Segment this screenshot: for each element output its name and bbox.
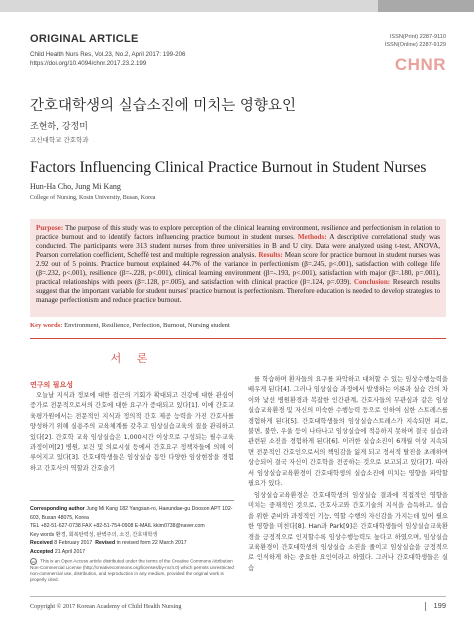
license-notice xyxy=(30,558,234,584)
intro-heading: 서 론 xyxy=(110,352,154,365)
abstract-methods: A descriptive correlational study was conducted. The participants were 313 student nurses from three universities in B and U city. Data were analyzed using t-test, ANOVA, Pearson correlation coefficient, Scheffé test and multiple regression analysis. xyxy=(36,233,440,260)
issn-print: ISSN(Print) 2287-9110 xyxy=(389,34,446,40)
korean-keywords: Key words 환경, 회복탄력성, 완벽주의, 소진, 간호대학생 xyxy=(30,531,158,538)
journal-citation-text: Child Health Nurs Res, Vol.23, No.2, April 2017: 199-206 xyxy=(30,51,186,58)
body-column-right xyxy=(248,375,448,587)
section-divider xyxy=(30,338,446,339)
license-text: This is an Open Access article distributed under the terms of the Creative Commons Attribution Non-Commercial License (http://creativecommons.org/licenses/by-nc/4.0) which permits unrestricted non-commercial use, distribution, and reproduction in any medium, provided the original work is properly cited. xyxy=(30,558,234,583)
accepted-label: Accepted xyxy=(30,548,54,555)
received-date xyxy=(30,539,234,548)
keywords-label: Key words: xyxy=(30,322,63,329)
journal-logo: CHNR xyxy=(394,55,446,74)
journal-citation xyxy=(30,50,185,68)
korean-title: 간호대학생의 실습소진에 미치는 영향요인 xyxy=(30,98,296,114)
correspondence-divider xyxy=(30,500,234,501)
intro-subheading: 연구의 필요성 xyxy=(30,381,74,389)
top-band-accent xyxy=(378,0,474,12)
abstract-results-label: Results: xyxy=(258,251,283,260)
english-title: Factors Influencing Clinical Practice Burnout in Student Nurses xyxy=(30,159,427,176)
korean-authors: 조현하, 강정미 xyxy=(30,122,88,132)
abstract-conclusion: Research results suggest that the important variable for student nurses' practice burnout is perfectionism. Therefore education is needed to develop strategies to manage perfectionism and reduce practice burnout. xyxy=(36,278,440,305)
footer-separator xyxy=(425,602,426,611)
abstract-purpose-label: Purpose: xyxy=(36,224,64,232)
body-paragraph: 임상실습교육환경은 간호대학생의 임상실습 결과에 직접적인 영향을 미치는 중재적인 것으로, 간호사고와 간호기술의 지식을 습득하고, 실습을 위한 준비와 과정적인 기능, 역할 수행의 자신감을 가지는데 있어 필요한 영향을 미친다[8]. Han과 Park[9]은 간호대학생들이 임상실습교육환경을 긍정적으로 인지할수록 임상수행능력도 높다고 하였으며, 임상실습교육환경이 간호대학생의 임상실습 소진을 줄이고 임상실습을 긍정적으로 인식하게 하는 중요한 요인이라고 하였다. 그러나 간호대학생들은 실습 xyxy=(248,491,448,572)
keywords xyxy=(30,322,446,329)
abstract-conclusion-label: Conclusion: xyxy=(353,278,391,287)
issn-online: ISSN(Online) 2287-9129 xyxy=(384,42,446,48)
page-number-block xyxy=(425,601,446,611)
keywords-text: Environment, Resilience, Perfection, Burnout, Nursing student xyxy=(64,322,230,329)
body-paragraph: 오늘날 지식과 정보에 대한 접근의 기회가 확대되고 건강에 대한 관심이 증가로 전문적으로서의 간호에 대한 요구가 증대되고 있다[1]. 이에 간호교육평가원에서는 전문적인 지식과 정의적 간호 제공 능력을 가진 간호사를 양성하기 위해 실용주의 교육체계를 갖추고 임상실습교육의 질을 관리하고 있다[2]. 간호학 교육 임상실습은 1,000시간 이상으로 구성되는 필수교육 과정이며[2] 병원, 보건 및 의료시설 등에서 간호요구 정책자들에 의해 이루어지고 있다[3]. 간호대학생들은 임상실습 동안 다양한 임상현장을 경험하고 간호사의 역할과 간호술기 xyxy=(30,392,234,472)
correspondence-block xyxy=(30,505,234,556)
copyright: Copyright © 2017 Korean Academy of Child Health Nursing xyxy=(30,603,182,610)
contact-line: TEL +82-51-627-0738 FAX +82-51-754-0908 E-MAIL kkim0738@naver.com xyxy=(30,523,205,529)
issn-block xyxy=(385,33,446,49)
doi-link[interactable]: https://doi.org/10.4094/chnr.2017.23.2.199 xyxy=(30,60,147,67)
received-value: 8 February 2017 xyxy=(54,540,93,546)
body-column-left xyxy=(30,391,234,499)
abstract xyxy=(30,219,446,317)
korean-affiliation: 고신대학교 간호학과 xyxy=(30,136,89,144)
abstract-methods-label: Methods: xyxy=(297,233,327,242)
revised-value: in revised form 22 March 2017 xyxy=(116,540,187,546)
abstract-purpose: The purpose of this study was to explore perception of the clinical learning environment, resilience and perfectionism in relation to practice burnout and to identify factors influencing practice burnout in student nurses. xyxy=(36,224,440,242)
accepted-date xyxy=(30,548,234,557)
revised-label: Revised xyxy=(95,540,116,546)
body-paragraph: 를 학습하며 환자들의 요구를 파악하고 대처할 수 있는 임상수행능력을 배우게 된다[4]. 그러나 임상실습 과정에서 발생하는 이론과 실습 간의 차이와 낯선 병원환경과 복잡한 인간관계, 간호사들의 무관심과 같은 임상실습교육환경 및 자신의 미숙한 수행능력 등으로 인하여 심한 스트레스를 경험하게 된다[5]. 간호대학생들의 임상실습스트레스가 지속되면 피로, 불면, 불안, 우울 등이 나타나고 임상실습에 적응하지 못하며 결국 실습과 관련된 소진을 경험하게 된다[6]. 이러한 실습소진이 6개월 이상 지속되면 전문적인 간호인으로서의 책임감을 잃게 되고 정서적 탈진을 초래하며 상승되어 결국 자신이 간호학을 전공하는 것으로 보고되고 있다[7]. 따라서 임상실습교육환경이 간호대학생의 실습소진에 미치는 영향을 파악할 필요가 있다. xyxy=(248,376,448,488)
page-number: 199 xyxy=(433,601,446,610)
cc-icon: cc xyxy=(31,559,36,564)
corresponding-author-label: Corresponding author xyxy=(30,506,85,512)
english-affiliation: College of Nursing, Kosin University, Busan, Korea xyxy=(30,195,156,201)
footer-divider xyxy=(30,596,446,597)
corresponding-author-info: Jung Mi Kang 182 Yangsan-ro, Haeundae-gu Dooson APT 102-603, Busan 48075, Korea xyxy=(30,506,233,521)
received-label: Received xyxy=(30,540,53,546)
accepted-value: 21 April 2017 xyxy=(54,548,86,555)
corresponding-author xyxy=(30,505,234,522)
article-type: ORIGINAL ARTICLE xyxy=(30,33,139,45)
abstract-results: Mean score for practice burnout in student nurses was 2.92 out of 5 points. Practice burnout explained 44.7% of the variance in perfectionism (β=.245, p<.001), satisfaction with college life (β=.232, p<.001), resilience (β=-.228, p<.001), clinical learning environment (β=-.193, p<.001), satisfaction with major (β=.180, p=.001), practical relationships with peers (β=.128, p=.005), and satisfaction with clinical practice (β=.124, p=.039). xyxy=(36,251,440,287)
english-authors: Hun-Ha Cho, Jung Mi Kang xyxy=(30,182,121,191)
